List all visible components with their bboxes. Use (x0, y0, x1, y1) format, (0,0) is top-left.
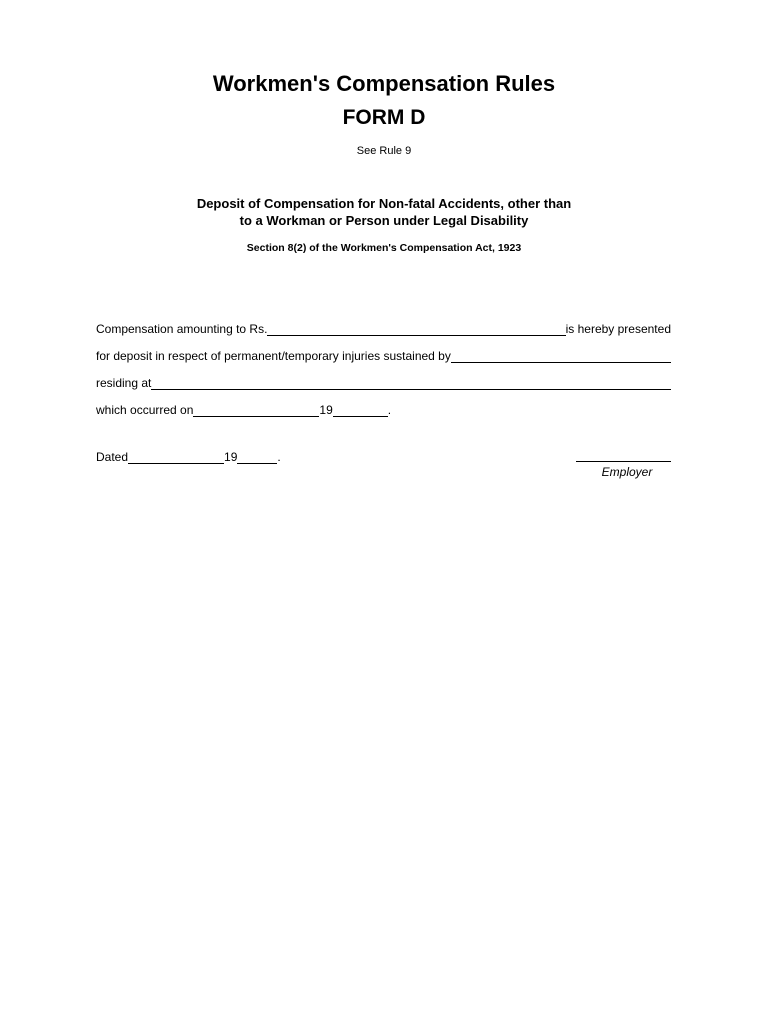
section-reference: Section 8(2) of the Workmen's Compensation Act, 1923 (246, 242, 522, 254)
compensation-amount-blank (267, 321, 565, 336)
dated-end: . (277, 450, 281, 464)
dated-year-prefix: 19 (224, 450, 238, 464)
form-heading-line-2: to a Workman or Person under Legal Disability (239, 213, 529, 228)
injured-person-line (96, 347, 671, 363)
occurrence-date-line (96, 401, 671, 417)
dated-label: Dated (96, 450, 129, 464)
occurrence-date-label: which occurred on (96, 403, 194, 417)
employer-signature-label: Employer (601, 465, 653, 479)
residence-label: residing at (96, 376, 152, 390)
occurrence-year-prefix: 19 (319, 403, 333, 417)
residence-blank (151, 375, 671, 390)
injured-person-blank (451, 348, 671, 363)
form-heading-line-1: Deposit of Compensation for Non-fatal Accidents, other than (196, 196, 572, 211)
occurrence-year-blank (333, 402, 388, 417)
employer-signature-blank (576, 461, 671, 462)
dated-date-blank (128, 449, 224, 464)
form-heading (0, 195, 768, 229)
compensation-amount-line (96, 320, 671, 336)
compensation-amount-label: Compensation amounting to Rs. (96, 322, 268, 336)
injured-person-label: for deposit in respect of permanent/temporary injuries sustained by (96, 349, 451, 363)
residence-line (96, 374, 671, 390)
document-title: Workmen's Compensation Rules (212, 71, 556, 96)
form-identifier: FORM D (342, 106, 426, 129)
compensation-amount-suffix: is hereby presented (565, 322, 671, 336)
rule-reference: See Rule 9 (356, 145, 412, 157)
occurrence-date-blank (193, 402, 319, 417)
dated-year-blank (237, 449, 277, 464)
occurrence-date-end: . (387, 403, 392, 417)
